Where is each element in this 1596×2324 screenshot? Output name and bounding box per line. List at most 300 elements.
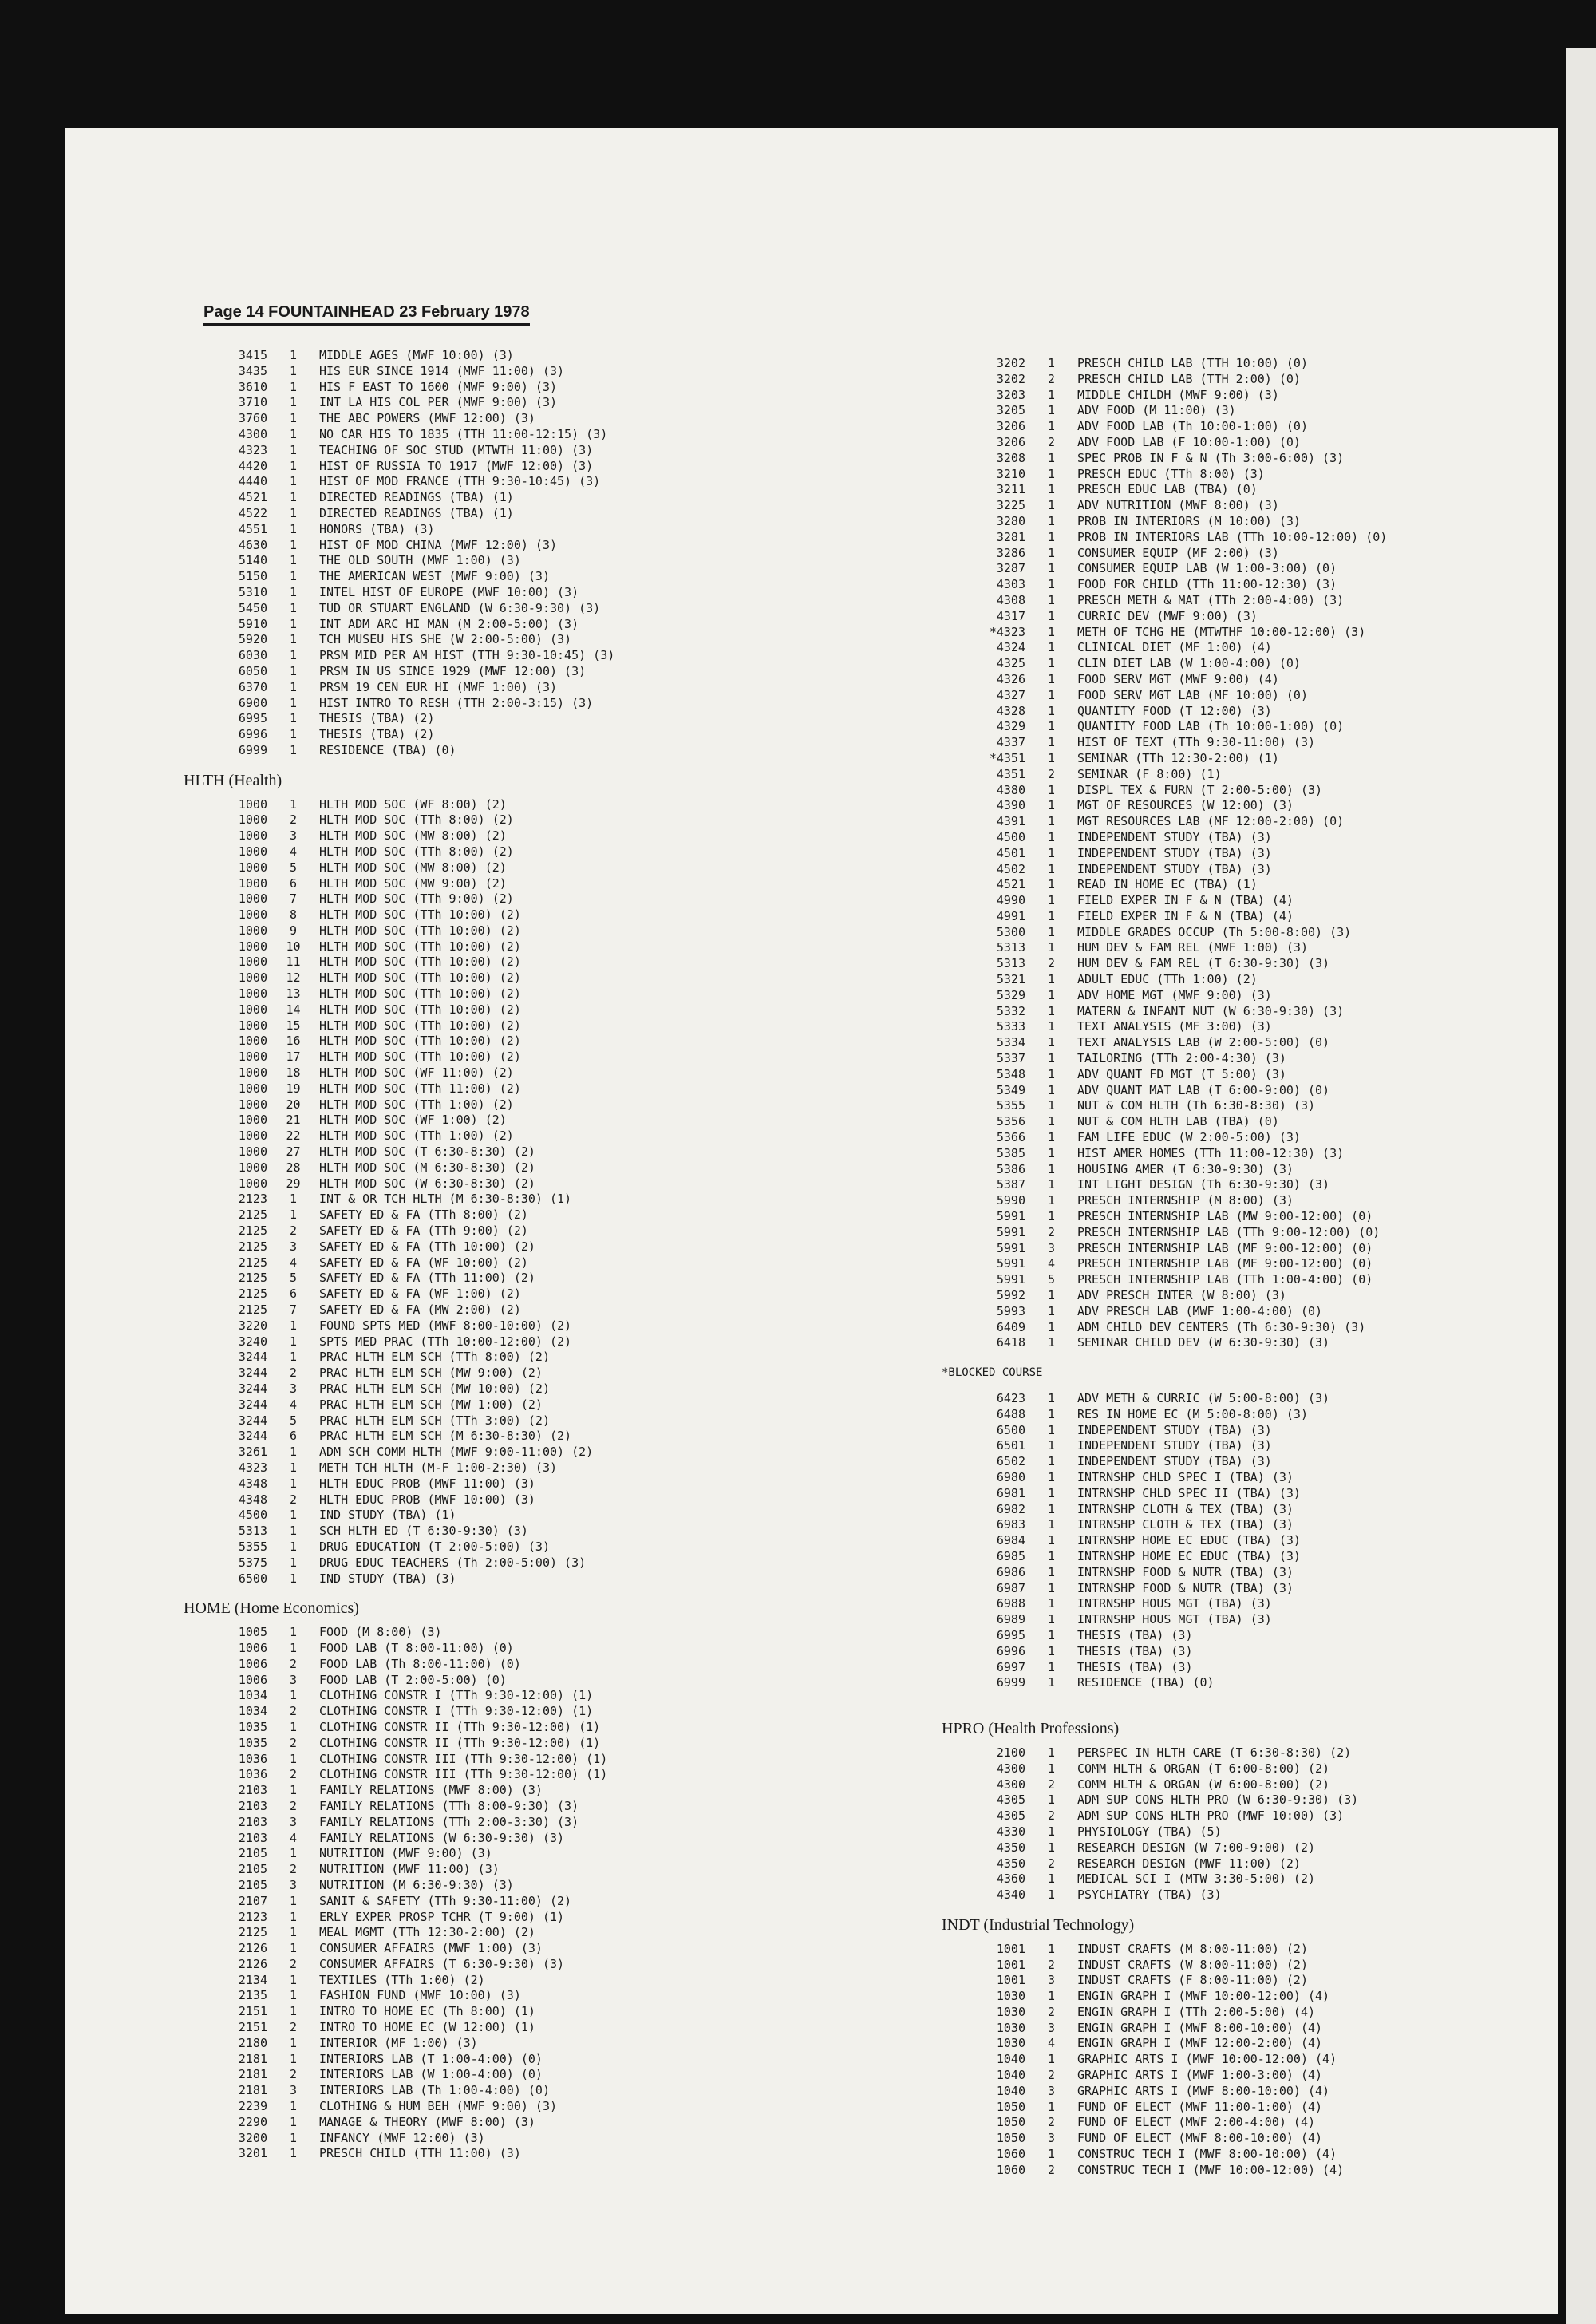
course-row xyxy=(942,956,1500,972)
course-title: METH OF TCHG HE (MTWTHF 10:00-12:00) (3) xyxy=(1077,624,1366,639)
course-row xyxy=(184,506,694,522)
course-number: 4317 xyxy=(996,608,1025,623)
course-row xyxy=(942,688,1500,704)
course-row xyxy=(942,751,1500,767)
section-number: 1 xyxy=(1047,1335,1056,1350)
course-number: 3244 xyxy=(238,1413,267,1428)
course-row xyxy=(184,1018,694,1034)
course-title: INTRNSHP FOOD & NUTR (TBA) (3) xyxy=(1077,1564,1294,1579)
course-number: 1001 xyxy=(996,1973,1025,1988)
section-number: 1 xyxy=(1047,924,1056,939)
course-row xyxy=(942,1942,1500,1958)
section-number: 1 xyxy=(1047,1871,1056,1887)
course-title: MANAGE & THEORY (MWF 8:00) (3) xyxy=(319,2114,535,2129)
section-number: 1 xyxy=(1047,561,1056,576)
course-number: 4391 xyxy=(996,814,1025,829)
course-number: 2103 xyxy=(238,1798,267,1813)
course-number: 3220 xyxy=(238,1318,267,1333)
course-row xyxy=(942,1272,1500,1288)
course-row xyxy=(184,664,694,680)
course-number: 1000 xyxy=(238,939,267,954)
section-number: 1 xyxy=(1047,1824,1056,1839)
course-row xyxy=(184,1113,694,1128)
section-number: 1 xyxy=(1047,1941,1056,1956)
course-row xyxy=(942,862,1500,878)
course-title: CLOTHING CONSTR II (TTh 9:30-12:00) (1) xyxy=(319,1735,601,1750)
course-number: 4360 xyxy=(996,1871,1025,1887)
course-number: 6982 xyxy=(996,1501,1025,1516)
course-row xyxy=(942,656,1500,672)
course-title: TEXT ANALYSIS (MF 3:00) (3) xyxy=(1077,1019,1272,1034)
section-number: 1 xyxy=(289,537,298,552)
course-title: INTRNSHP HOME EC EDUC (TBA) (3) xyxy=(1077,1548,1301,1563)
course-row xyxy=(942,419,1500,435)
course-row xyxy=(942,1098,1500,1114)
course-row xyxy=(942,1486,1500,1502)
section-number: 4 xyxy=(289,1397,298,1412)
section-number: 2 xyxy=(289,1366,298,1381)
section-number: 1 xyxy=(289,521,298,536)
course-row xyxy=(184,364,694,380)
course-number: 4305 xyxy=(996,1808,1025,1824)
course-row xyxy=(184,1381,694,1397)
course-number: 6488 xyxy=(996,1406,1025,1421)
section-number: 1 xyxy=(1047,735,1056,750)
section-number: 1 xyxy=(1047,1422,1056,1437)
course-number: 1000 xyxy=(238,1128,267,1144)
course-number: 3200 xyxy=(238,2130,267,2145)
course-number: 3244 xyxy=(238,1350,267,1365)
course-row xyxy=(184,1492,694,1508)
course-number: 1000 xyxy=(238,1018,267,1033)
course-row xyxy=(184,2004,694,2020)
course-number: 4327 xyxy=(996,687,1025,702)
course-title: FIELD EXPER IN F & N (TBA) (4) xyxy=(1077,893,1294,908)
section-number: 2 xyxy=(289,1798,298,1813)
course-row xyxy=(184,1239,694,1255)
course-row xyxy=(184,2099,694,2115)
course-row xyxy=(942,1549,1500,1565)
section-number: 3 xyxy=(1047,2131,1056,2146)
course-title: MATERN & INFANT NUT (W 6:30-9:30) (3) xyxy=(1077,1003,1345,1018)
section-number: 2 xyxy=(289,1956,298,1971)
course-number: 2126 xyxy=(238,1956,267,1971)
section-number: 3 xyxy=(289,1239,298,1254)
section-number: 2 xyxy=(289,1656,298,1671)
course-title: HIST OF RUSSIA TO 1917 (MWF 12:00) (3) xyxy=(319,458,594,473)
course-row xyxy=(184,1736,694,1752)
course-title: HLTH MOD SOC (TTh 1:00) (2) xyxy=(319,1097,514,1112)
section-number: 10 xyxy=(286,939,301,954)
course-number: 2151 xyxy=(238,2020,267,2035)
section-number: 1 xyxy=(1047,2052,1056,2067)
course-title: PRESCH INTERNSHIP LAB (MW 9:00-12:00) (0) xyxy=(1077,1209,1373,1224)
course-number: 5332 xyxy=(996,1003,1025,1018)
section-number: 1 xyxy=(289,395,298,410)
course-row xyxy=(942,1761,1500,1777)
course-number: 2125 xyxy=(238,1223,267,1239)
course-row xyxy=(942,2052,1500,2068)
course-number: 5140 xyxy=(238,553,267,568)
course-number: 2125 xyxy=(238,1255,267,1270)
course-row xyxy=(184,680,694,696)
section-number: 1 xyxy=(1047,1019,1056,1034)
section-number: 1 xyxy=(1047,419,1056,434)
section-number: 1 xyxy=(289,363,298,378)
course-title: INTEL HIST OF EUROPE (MWF 10:00) (3) xyxy=(319,584,579,599)
course-title: INDUST CRAFTS (M 8:00-11:00) (2) xyxy=(1077,1941,1308,1956)
section-number: 1 xyxy=(1047,1612,1056,1627)
course-title: THESIS (TBA) (3) xyxy=(1077,1643,1193,1658)
course-row xyxy=(942,2005,1500,2021)
section-number: 14 xyxy=(286,1002,301,1017)
course-title: SANIT & SAFETY (TTh 9:30-11:00) (2) xyxy=(319,1893,572,1908)
course-row xyxy=(184,1397,694,1413)
course-number: 2103 xyxy=(238,1814,267,1829)
course-number: 5313 xyxy=(238,1524,267,1539)
section-number: 1 xyxy=(1047,750,1056,765)
course-number: 6409 xyxy=(996,1319,1025,1334)
course-number: 2123 xyxy=(238,1909,267,1924)
section-number: 4 xyxy=(289,1255,298,1270)
course-number: 2151 xyxy=(238,2004,267,2019)
section-number: 29 xyxy=(286,1176,301,1191)
course-row xyxy=(184,585,694,601)
course-number: 6980 xyxy=(996,1469,1025,1484)
section-number: 1 xyxy=(289,348,298,362)
course-list-indt xyxy=(942,1942,1500,2179)
course-number: 6984 xyxy=(996,1533,1025,1548)
section-number: 1 xyxy=(1047,1193,1056,1208)
course-row xyxy=(184,1539,694,1555)
course-row xyxy=(942,1241,1500,1257)
course-number: 6985 xyxy=(996,1548,1025,1563)
course-title: QUANTITY FOOD LAB (Th 10:00-1:00) (0) xyxy=(1077,719,1345,734)
course-title: DRUG EDUCATION (T 2:00-5:00) (3) xyxy=(319,1539,550,1554)
course-number: 5993 xyxy=(996,1303,1025,1318)
course-row xyxy=(184,1799,694,1815)
course-title: HIS EUR SINCE 1914 (MWF 11:00) (3) xyxy=(319,363,565,378)
section-number: 1 xyxy=(289,569,298,584)
course-row xyxy=(942,1114,1500,1130)
course-title: HLTH MOD SOC (MW 8:00) (2) xyxy=(319,828,507,844)
course-title: TEACHING OF SOC STUD (MTWTH 11:00) (3) xyxy=(319,442,594,457)
course-number: 4303 xyxy=(996,577,1025,592)
course-title: INDEPENDENT STUDY (TBA) (3) xyxy=(1077,845,1272,860)
course-row xyxy=(184,1571,694,1587)
section-number: 1 xyxy=(1047,1319,1056,1334)
section-number: 1 xyxy=(289,1555,298,1570)
course-title: MGT RESOURCES LAB (MF 12:00-2:00) (0) xyxy=(1077,814,1345,829)
course-title: FOOD LAB (Th 8:00-11:00) (0) xyxy=(319,1656,521,1671)
course-title: SAFETY ED & FA (WF 1:00) (2) xyxy=(319,1286,521,1302)
course-number: 5990 xyxy=(996,1193,1025,1208)
course-number: 1000 xyxy=(238,1097,267,1112)
section-number: 2 xyxy=(289,1704,298,1719)
course-title: SAFETY ED & FA (TTh 10:00) (2) xyxy=(319,1239,535,1254)
section-number: 3 xyxy=(1047,2020,1056,2035)
course-title: HLTH MOD SOC (TTh 10:00) (2) xyxy=(319,1049,521,1065)
course-title: HLTH MOD SOC (TTh 10:00) (2) xyxy=(319,970,521,986)
course-number: 2125 xyxy=(238,1925,267,1940)
course-title: DRUG EDUC TEACHERS (Th 2:00-5:00) (3) xyxy=(319,1555,587,1570)
course-row xyxy=(942,1407,1500,1423)
course-number: 5920 xyxy=(238,632,267,647)
course-row xyxy=(942,356,1500,372)
section-number: 6 xyxy=(289,875,298,891)
course-row xyxy=(184,538,694,554)
course-title: HOUSING AMER (T 6:30-9:30) (3) xyxy=(1077,1161,1294,1176)
section-number: 1 xyxy=(1047,656,1056,671)
section-number: 3 xyxy=(289,1877,298,1892)
course-number: 1040 xyxy=(996,2052,1025,2067)
course-row xyxy=(184,427,694,443)
course-number: 3206 xyxy=(996,434,1025,449)
course-number: 4305 xyxy=(996,1792,1025,1808)
course-title: HLTH MOD SOC (TTh 11:00) (2) xyxy=(319,1081,521,1096)
course-title: SAFETY ED & FA (MW 2:00) (2) xyxy=(319,1302,521,1318)
course-row xyxy=(942,893,1500,909)
course-title: PRESCH CHILD LAB (TTH 2:00) (0) xyxy=(1077,371,1301,386)
course-list-home-continued xyxy=(942,356,1500,1351)
course-row xyxy=(942,1581,1500,1597)
section-number: 1 xyxy=(289,616,298,631)
course-row xyxy=(184,1941,694,1957)
section-number: 1 xyxy=(1047,450,1056,465)
section-number: 1 xyxy=(1047,1517,1056,1532)
section-number: 1 xyxy=(1047,1391,1056,1405)
course-number: 5348 xyxy=(996,1066,1025,1081)
course-title: INTRNSHP HOUS MGT (TBA) (3) xyxy=(1077,1612,1272,1627)
course-number: 3287 xyxy=(996,561,1025,576)
section-number: 1 xyxy=(1047,1989,1056,2004)
course-title: INTRNSHP CLOTH & TEX (TBA) (3) xyxy=(1077,1501,1294,1516)
course-number: 4325 xyxy=(996,656,1025,671)
course-row xyxy=(184,1973,694,1989)
course-row xyxy=(942,1256,1500,1272)
course-number: 6030 xyxy=(238,648,267,663)
course-number: 1000 xyxy=(238,1160,267,1175)
course-row xyxy=(942,988,1500,1004)
section-number: 1 xyxy=(1047,1761,1056,1776)
course-row xyxy=(942,546,1500,562)
course-number: 6989 xyxy=(996,1612,1025,1627)
course-title: INTERIORS LAB (Th 1:00-4:00) (0) xyxy=(319,2083,550,2098)
section-number: 1 xyxy=(289,1334,298,1349)
section-number: 1 xyxy=(1047,529,1056,544)
section-number: 4 xyxy=(1047,2036,1056,2051)
course-row xyxy=(184,1862,694,1878)
course-number: 3205 xyxy=(996,403,1025,418)
section-number: 2 xyxy=(1047,434,1056,449)
section-title-hlth: HLTH (Health) xyxy=(184,771,282,789)
section-number: 1 xyxy=(1047,1840,1056,1855)
course-row xyxy=(942,1792,1500,1808)
course-title: SEMINAR (TTh 12:30-2:00) (1) xyxy=(1077,750,1279,765)
course-title: TUD OR STUART ENGLAND (W 6:30-9:30) (3) xyxy=(319,600,601,615)
course-row xyxy=(942,1808,1500,1824)
course-title: RESIDENCE (TBA) (0) xyxy=(319,742,456,757)
section-number: 1 xyxy=(289,679,298,694)
course-number: 6423 xyxy=(996,1391,1025,1405)
course-title: SAFETY ED & FA (TTh 11:00) (2) xyxy=(319,1271,535,1286)
adjacent-page-edge xyxy=(1566,48,1596,2324)
course-row xyxy=(184,1176,694,1192)
course-number: 6500 xyxy=(238,1571,267,1586)
course-number: 2100 xyxy=(996,1745,1025,1760)
section-number: 7 xyxy=(289,891,298,907)
section-number: 1 xyxy=(1047,1887,1056,1903)
course-title: PRESCH CHILD (TTH 11:00) (3) xyxy=(319,2146,521,2161)
course-title: PRESCH EDUC LAB (TBA) (0) xyxy=(1077,482,1258,497)
section-number: 1 xyxy=(289,711,298,726)
section-number: 1 xyxy=(289,458,298,473)
course-title: PRESCH INTERNSHIP LAB (TTh 1:00-4:00) (0) xyxy=(1077,1272,1373,1287)
course-title: FAMILY RELATIONS (MWF 8:00) (3) xyxy=(319,1783,543,1798)
course-row xyxy=(184,617,694,633)
section-number: 1 xyxy=(289,379,298,394)
course-title: PRSM MID PER AM HIST (TTH 9:30-10:45) (3) xyxy=(319,648,615,663)
course-title: ADV PRESCH INTER (W 8:00) (3) xyxy=(1077,1288,1286,1303)
course-row xyxy=(942,1517,1500,1533)
course-number: 6418 xyxy=(996,1335,1025,1350)
course-title: HIS F EAST TO 1600 (MWF 9:00) (3) xyxy=(319,379,558,394)
course-number: 4324 xyxy=(996,640,1025,655)
section-number: 5 xyxy=(289,1413,298,1428)
section-number: 7 xyxy=(289,1302,298,1318)
course-number: 2134 xyxy=(238,1972,267,1987)
course-row xyxy=(942,1335,1500,1351)
section-number: 3 xyxy=(289,1814,298,1829)
course-title: METH TCH HLTH (M-F 1:00-2:30) (3) xyxy=(319,1460,558,1475)
course-row xyxy=(184,1223,694,1239)
course-number: 1035 xyxy=(238,1735,267,1750)
course-row xyxy=(942,372,1500,388)
course-title: FIELD EXPER IN F & N (TBA) (4) xyxy=(1077,908,1294,923)
section-number: 1 xyxy=(289,2004,298,2019)
course-number: 4522 xyxy=(238,505,267,520)
course-title: FOOD SERV MGT (MWF 9:00) (4) xyxy=(1077,671,1279,686)
course-row xyxy=(184,1334,694,1350)
section-number: 1 xyxy=(1047,1485,1056,1500)
course-number: 2107 xyxy=(238,1893,267,1908)
section-number: 13 xyxy=(286,986,301,1002)
course-title: TEXTILES (TTh 1:00) (2) xyxy=(319,1972,485,1987)
section-number: 1 xyxy=(1047,782,1056,797)
course-number: 4440 xyxy=(238,474,267,489)
section-number: 1 xyxy=(1047,624,1056,639)
section-number: 1 xyxy=(289,2130,298,2145)
course-row xyxy=(184,1065,694,1081)
course-title: HLTH MOD SOC (TTh 8:00) (2) xyxy=(319,844,514,859)
course-number: 1000 xyxy=(238,844,267,859)
course-number: 6996 xyxy=(996,1643,1025,1658)
course-title: INTRNSHP HOUS MGT (TBA) (3) xyxy=(1077,1596,1272,1611)
course-row xyxy=(942,1162,1500,1178)
course-title: HIST AMER HOMES (TTh 11:00-12:30) (3) xyxy=(1077,1145,1345,1160)
course-number: 3201 xyxy=(238,2146,267,2161)
course-title: FASHION FUND (MWF 10:00) (3) xyxy=(319,1988,521,2003)
section-number: 1 xyxy=(289,1207,298,1223)
course-number: 2239 xyxy=(238,2099,267,2114)
course-number: 1000 xyxy=(238,907,267,923)
section-number: 1 xyxy=(289,1460,298,1475)
course-title: NUTRITION (M 6:30-9:30) (3) xyxy=(319,1877,514,1892)
course-row xyxy=(942,1146,1500,1162)
course-title: ENGIN GRAPH I (MWF 8:00-10:00) (4) xyxy=(1077,2020,1323,2035)
course-number: 4380 xyxy=(996,782,1025,797)
course-title: SPTS MED PRAC (TTh 10:00-12:00) (2) xyxy=(319,1334,572,1349)
course-row xyxy=(942,1824,1500,1840)
section-number: 12 xyxy=(286,970,301,986)
course-number: 5355 xyxy=(996,1098,1025,1113)
course-number: 3244 xyxy=(238,1397,267,1412)
course-row xyxy=(942,435,1500,451)
course-number: 1034 xyxy=(238,1704,267,1719)
course-number: 4328 xyxy=(996,703,1025,718)
course-title: HLTH EDUC PROB (MWF 11:00) (3) xyxy=(319,1476,535,1491)
course-number: 1000 xyxy=(238,1049,267,1065)
course-row xyxy=(942,1871,1500,1887)
course-number: 2181 xyxy=(238,2083,267,2098)
section-number: 1 xyxy=(289,584,298,599)
course-title: PRESCH EDUC (TTh 8:00) (3) xyxy=(1077,466,1265,481)
course-row xyxy=(184,443,694,459)
course-row xyxy=(184,1034,694,1049)
course-title: NUTRITION (MWF 11:00) (3) xyxy=(319,1862,500,1877)
section-number: 1 xyxy=(289,1925,298,1940)
course-number: 5991 xyxy=(996,1224,1025,1239)
course-number: 1000 xyxy=(238,955,267,970)
course-title: CLOTHING CONSTR III (TTh 9:30-12:00) (1) xyxy=(319,1767,608,1782)
course-number: 5991 xyxy=(996,1240,1025,1255)
course-title: THESIS (TBA) (3) xyxy=(1077,1627,1193,1642)
section-number: 2 xyxy=(1047,1777,1056,1792)
section-number: 1 xyxy=(289,426,298,441)
section-number: 1 xyxy=(1047,1454,1056,1469)
section-number: 1 xyxy=(1047,387,1056,402)
course-title: HLTH MOD SOC (TTh 10:00) (2) xyxy=(319,986,521,1002)
course-title: INTRNSHP CLOTH & TEX (TBA) (3) xyxy=(1077,1517,1294,1532)
course-number: 3710 xyxy=(238,395,267,410)
section-number: 1 xyxy=(289,1571,298,1586)
section-number: 1 xyxy=(1047,1627,1056,1642)
course-number: 6996 xyxy=(238,727,267,742)
course-row xyxy=(184,1445,694,1460)
course-title: MIDDLE GRADES OCCUP (Th 5:00-8:00) (3) xyxy=(1077,924,1352,939)
section-number: 1 xyxy=(1047,1177,1056,1192)
course-row xyxy=(184,1815,694,1831)
course-row xyxy=(942,2163,1500,2179)
section-number: 2 xyxy=(1047,2068,1056,2083)
course-title: HLTH MOD SOC (TTh 8:00) (2) xyxy=(319,812,514,828)
schedule-column-left xyxy=(184,348,694,2162)
course-title: CLOTHING CONSTR III (TTh 9:30-12:00) (1) xyxy=(319,1751,608,1766)
course-number: 5375 xyxy=(238,1555,267,1570)
course-row xyxy=(184,553,694,569)
course-row xyxy=(184,1524,694,1539)
course-title: NUTRITION (MWF 9:00) (3) xyxy=(319,1846,492,1861)
course-title: PRESCH INTERNSHIP LAB (TTh 9:00-12:00) (0) xyxy=(1077,1224,1381,1239)
course-title: INDEPENDENT STUDY (TBA) (3) xyxy=(1077,1438,1272,1453)
course-title: ADV QUANT FD MGT (T 5:00) (3) xyxy=(1077,1066,1286,1081)
section-number: 1 xyxy=(1047,1564,1056,1579)
course-number: 3244 xyxy=(238,1366,267,1381)
course-number: 5300 xyxy=(996,924,1025,939)
course-list-history xyxy=(184,348,694,759)
course-number: 1034 xyxy=(238,1688,267,1703)
course-number: 6986 xyxy=(996,1564,1025,1579)
